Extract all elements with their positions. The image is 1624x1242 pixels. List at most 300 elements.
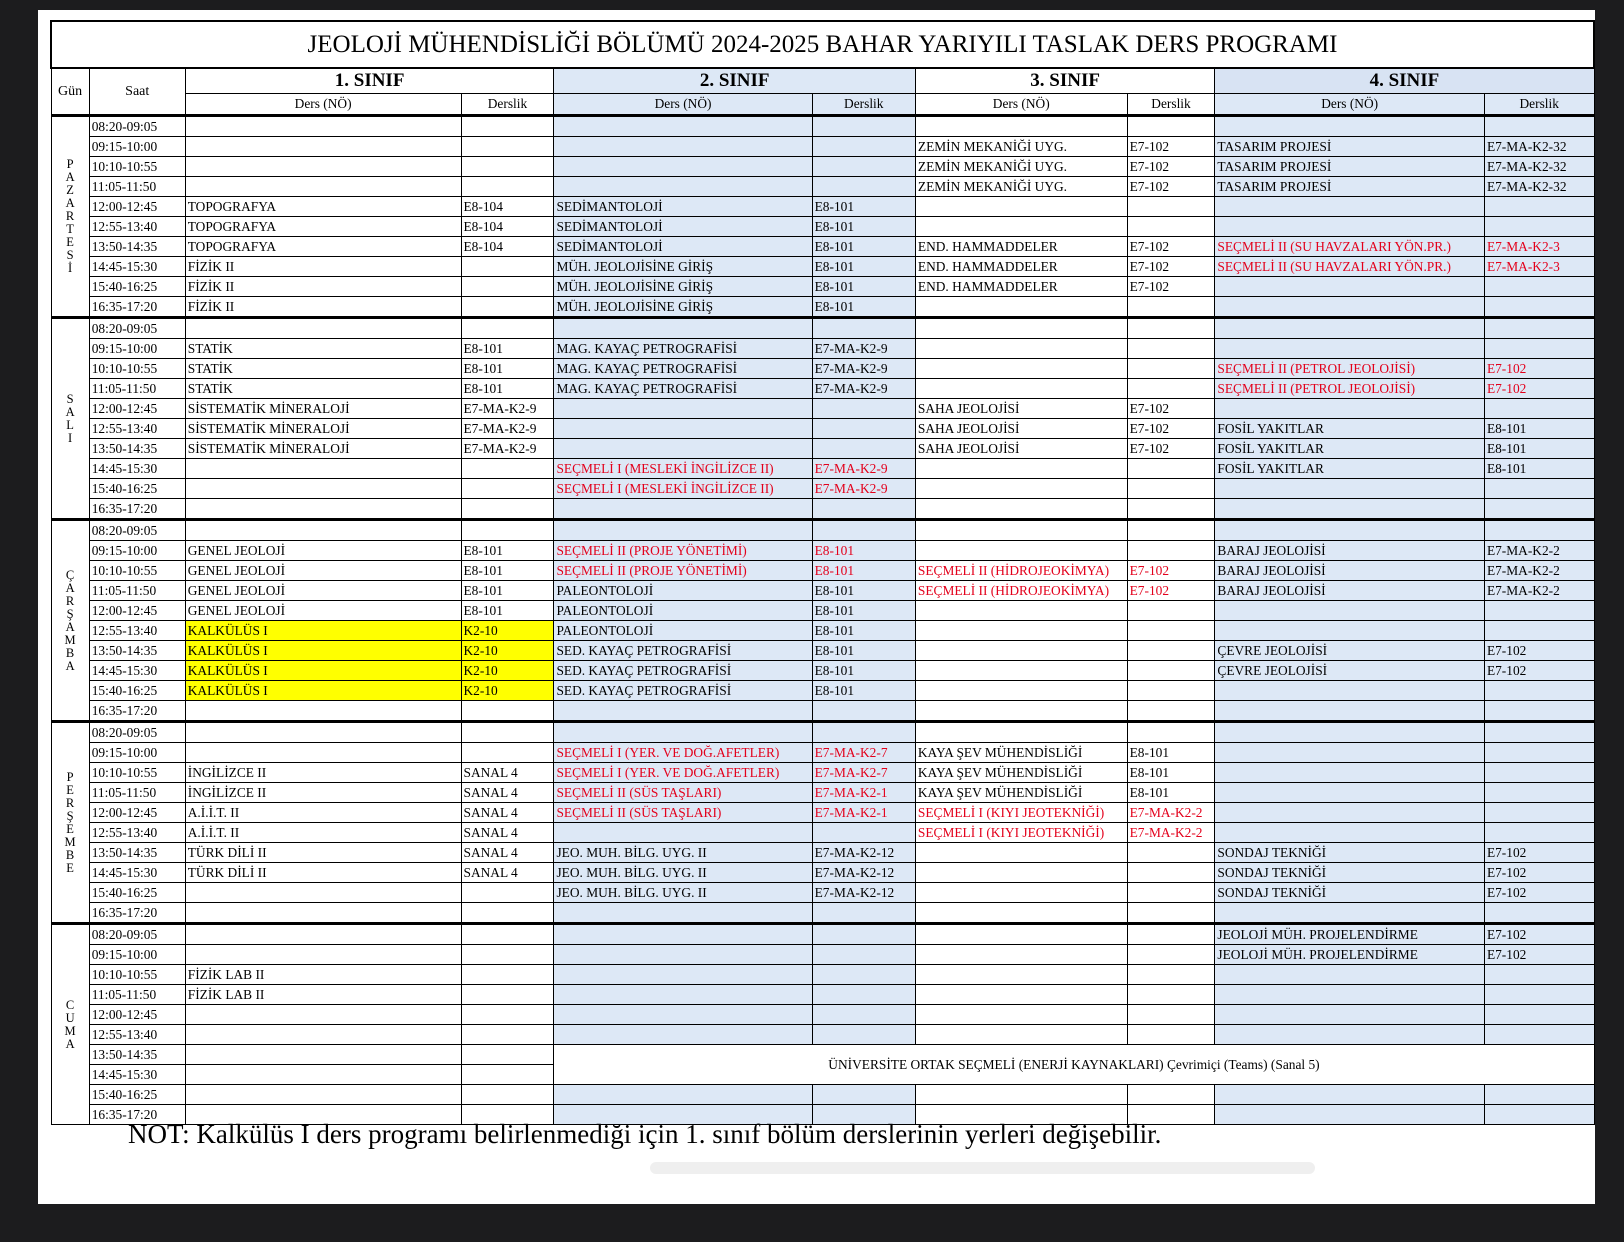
schedule-row [51,601,1594,621]
course-cell: MÜH. JEOLOJİSİNE GİRİŞ [554,257,812,277]
course-cell: TOPOGRAFYA [185,237,461,257]
course-cell [1215,701,1485,722]
room-cell [1484,277,1594,297]
room-cell [461,157,554,177]
course-cell: JEOLOJİ MÜH. PROJELENDİRME [1215,945,1485,965]
course-cell [1215,903,1485,924]
course-cell [915,701,1127,722]
course-cell: MAG. KAYAÇ PETROGRAFİSİ [554,339,812,359]
schedule-row [51,581,1594,601]
schedule-row [51,641,1594,661]
course-cell [915,843,1127,863]
course-cell: ÇEVRE JEOLOJİSİ [1215,661,1485,681]
course-cell [1215,681,1485,701]
room-cell: E7-MA-K2-9 [461,419,554,439]
room-cell: E8-101 [461,601,554,621]
course-cell [915,459,1127,479]
room-cell [1127,116,1215,137]
course-cell [554,924,812,945]
course-cell: SONDAJ TEKNİĞİ [1215,843,1485,863]
course-cell: SONDAJ TEKNİĞİ [1215,883,1485,903]
room-cell [461,1025,554,1045]
time-slot: 08:20-09:05 [89,520,185,541]
room-cell [1484,701,1594,722]
course-cell [915,965,1127,985]
room-cell: E8-101 [461,561,554,581]
room-cell: E8-101 [1127,743,1215,763]
time-slot: 09:15-10:00 [89,945,185,965]
course-cell [554,823,812,843]
course-cell [554,439,812,459]
room-cell: E8-101 [812,661,915,681]
room-cell [461,701,554,722]
time-slot: 15:40-16:25 [89,883,185,903]
horizontal-scrollbar[interactable] [650,1162,1315,1174]
course-cell: SEÇMELİ II (PETROL JEOLOJİSİ) [1215,359,1485,379]
schedule-row [51,985,1594,1005]
course-cell: FİZİK II [185,297,461,318]
room-cell: E8-101 [812,257,915,277]
course-cell: FİZİK II [185,277,461,297]
room-cell [461,985,554,1005]
room-cell [1127,499,1215,520]
time-slot: 08:20-09:05 [89,318,185,339]
schedule-row [51,479,1594,499]
course-cell [915,379,1127,399]
schedule-row [51,520,1594,541]
course-cell: END. HAMMADDELER [915,237,1127,257]
course-cell: GENEL JEOLOJİ [185,601,461,621]
room-cell [812,318,915,339]
room-cell: E7-MA-K2-3 [1484,257,1594,277]
room-cell [812,419,915,439]
schedule-row [51,621,1594,641]
room-cell [812,116,915,137]
course-cell [915,116,1127,137]
course-cell [554,399,812,419]
course-cell: SEÇMELİ II (PROJE YÖNETİMİ) [554,541,812,561]
schedule-body [51,116,1594,1125]
course-cell [1215,520,1485,541]
room-cell [1484,965,1594,985]
room-cell [461,257,554,277]
room-cell: E7-MA-K2-9 [461,439,554,459]
course-cell: SEÇMELİ I (KIYI JEOTEKNİĞİ) [915,803,1127,823]
schedule-row [51,297,1594,318]
course-cell: FİZİK LAB II [185,965,461,985]
course-cell [554,903,812,924]
course-cell: TASARIM PROJESİ [1215,137,1485,157]
room-cell [1127,924,1215,945]
room-cell: E7-102 [1484,661,1594,681]
course-cell: KAYA ŞEV MÜHENDİSLİĞİ [915,783,1127,803]
schedule-row [51,439,1594,459]
course-cell: FOSİL YAKITLAR [1215,419,1485,439]
room-cell: E7-MA-K2-2 [1484,541,1594,561]
course-cell: TASARIM PROJESİ [1215,157,1485,177]
room-cell: E7-102 [1127,237,1215,257]
course-cell [915,541,1127,561]
course-cell: SAHA JEOLOJİSİ [915,419,1127,439]
room-cell [812,945,915,965]
room-cell: E8-101 [812,641,915,661]
time-slot: 12:00-12:45 [89,601,185,621]
room-cell [1127,297,1215,318]
course-cell: TASARIM PROJESİ [1215,177,1485,197]
course-cell [915,520,1127,541]
room-cell: E7-MA-K2-12 [812,843,915,863]
course-cell [1215,621,1485,641]
room-cell: E7-102 [1127,419,1215,439]
course-cell: PALEONTOLOJİ [554,581,812,601]
room-cell: E8-101 [1127,783,1215,803]
time-slot: 16:35-17:20 [89,903,185,924]
schedule-row [51,661,1594,681]
room-cell [812,823,915,843]
day-label: P E R Ş E M B E [51,722,89,924]
course-cell: İNGİLİZCE II [185,783,461,803]
room-cell [1127,883,1215,903]
room-cell [1127,641,1215,661]
course-cell [554,965,812,985]
course-cell: JEOLOJİ MÜH. PROJELENDİRME [1215,924,1485,945]
room-cell: E8-101 [1484,459,1594,479]
course-cell [554,137,812,157]
time-slot: 10:10-10:55 [89,359,185,379]
day-label: S A L I [51,318,89,520]
course-cell: SİSTEMATİK MİNERALOJİ [185,419,461,439]
course-cell [915,883,1127,903]
room-cell [461,1085,554,1105]
course-cell: SEÇMELİ I (YER. VE DOĞ.AFETLER) [554,763,812,783]
schedule-row [51,257,1594,277]
room-cell [1127,541,1215,561]
room-cell [812,701,915,722]
room-cell [1127,379,1215,399]
room-cell [1484,783,1594,803]
room-cell [812,177,915,197]
course-cell [185,318,461,339]
room-cell: E8-101 [1484,419,1594,439]
course-cell: SEÇMELİ II (SU HAVZALARI YÖN.PR.) [1215,257,1485,277]
room-cell [1484,601,1594,621]
time-slot: 11:05-11:50 [89,379,185,399]
course-cell: BARAJ JEOLOJİSİ [1215,561,1485,581]
room-cell: E7-102 [1484,863,1594,883]
course-cell: KALKÜLÜS I [185,681,461,701]
course-cell [1215,116,1485,137]
schedule-row [51,722,1594,743]
room-cell: E7-102 [1127,439,1215,459]
schedule-row [51,903,1594,924]
room-cell [461,116,554,137]
room-cell [1127,1025,1215,1045]
room-cell [461,945,554,965]
room-cell: E7-MA-K2-3 [1484,237,1594,257]
course-cell: GENEL JEOLOJİ [185,561,461,581]
room-cell: E8-104 [461,237,554,257]
course-cell: SEÇMELİ I (YER. VE DOĞ.AFETLER) [554,743,812,763]
room-cell: E7-102 [1484,924,1594,945]
room-cell [1127,1005,1215,1025]
course-cell: KALKÜLÜS I [185,661,461,681]
room-cell [812,137,915,157]
schedule-row [51,843,1594,863]
course-cell [185,1065,461,1085]
time-slot: 14:45-15:30 [89,257,185,277]
room-cell: E7-MA-K2-7 [812,763,915,783]
room-cell [1127,217,1215,237]
course-cell: SEÇMELİ II (SU HAVZALARI YÖN.PR.) [1215,237,1485,257]
schedule-row [51,499,1594,520]
course-cell: PALEONTOLOJİ [554,601,812,621]
course-cell [554,499,812,520]
room-cell [812,157,915,177]
room-cell: SANAL 4 [461,843,554,863]
room-cell: E7-102 [1484,641,1594,661]
time-slot: 09:15-10:00 [89,137,185,157]
course-cell: SEDİMANTOLOJİ [554,217,812,237]
course-cell [915,601,1127,621]
room-cell [1127,197,1215,217]
header-class-4: 4. SINIF [1215,68,1594,94]
course-cell [185,945,461,965]
course-cell [915,661,1127,681]
course-cell [915,318,1127,339]
room-cell [461,743,554,763]
room-cell [461,459,554,479]
course-cell [185,924,461,945]
course-cell: TOPOGRAFYA [185,197,461,217]
course-cell [185,520,461,541]
room-cell: E7-102 [1484,883,1594,903]
room-cell [461,903,554,924]
room-cell: E7-102 [1127,177,1215,197]
footnote-text: NOT: Kalkülüs I ders programı belirlenmediği için 1. sınıf bölüm derslerinin yerleri değişebilir. [128,1119,1162,1149]
room-cell: E7-102 [1127,257,1215,277]
schedule-row [51,803,1594,823]
course-cell [185,177,461,197]
course-cell [185,1045,461,1065]
room-cell: E8-101 [812,601,915,621]
room-cell: E7-102 [1484,843,1594,863]
time-slot: 12:00-12:45 [89,1005,185,1025]
room-cell [461,965,554,985]
course-cell [1215,965,1485,985]
header-course-4: Ders (NÖ) [1215,94,1485,116]
room-cell: E7-MA-K2-2 [1127,823,1215,843]
time-slot: 10:10-10:55 [89,965,185,985]
time-slot: 15:40-16:25 [89,1085,185,1105]
time-slot: 13:50-14:35 [89,1045,185,1065]
time-slot: 09:15-10:00 [89,743,185,763]
course-cell: JEO. MUH. BİLG. UYG. II [554,843,812,863]
room-cell: E7-MA-K2-32 [1484,177,1594,197]
room-cell [1484,763,1594,783]
course-cell: JEO. MUH. BİLG. UYG. II [554,883,812,903]
course-cell: SEDİMANTOLOJİ [554,237,812,257]
course-cell: GENEL JEOLOJİ [185,541,461,561]
schedule-row [51,339,1594,359]
room-cell [1484,722,1594,743]
room-cell: SANAL 4 [461,763,554,783]
course-cell [554,945,812,965]
course-cell: ZEMİN MEKANİĞİ UYG. [915,177,1127,197]
room-cell [1484,1025,1594,1045]
course-cell [915,621,1127,641]
course-cell [185,499,461,520]
course-cell [1215,1085,1485,1105]
course-cell: ZEMİN MEKANİĞİ UYG. [915,137,1127,157]
footnote [88,1111,1583,1161]
course-cell [1215,722,1485,743]
room-cell [812,924,915,945]
room-cell: E7-MA-K2-32 [1484,137,1594,157]
room-cell [1127,459,1215,479]
time-slot: 13:50-14:35 [89,237,185,257]
course-cell [915,681,1127,701]
course-cell [915,985,1127,1005]
room-cell: K2-10 [461,641,554,661]
course-cell [185,883,461,903]
header-time: Saat [89,68,185,116]
room-cell [1127,1085,1215,1105]
course-cell: ZEMİN MEKANİĞİ UYG. [915,157,1127,177]
course-cell: PALEONTOLOJİ [554,621,812,641]
room-cell [1484,479,1594,499]
course-cell: SEÇMELİ I (KIYI JEOTEKNİĞİ) [915,823,1127,843]
course-cell [554,520,812,541]
time-slot: 10:10-10:55 [89,561,185,581]
course-cell: SEÇMELİ I (MESLEKİ İNGİLİZCE II) [554,459,812,479]
schedule-row [51,883,1594,903]
room-cell [461,277,554,297]
schedule-sheet [38,10,1595,1204]
course-cell [1215,339,1485,359]
course-cell [915,945,1127,965]
room-cell [812,439,915,459]
room-cell [1127,479,1215,499]
time-slot: 15:40-16:25 [89,277,185,297]
room-cell [1127,661,1215,681]
schedule-row [51,197,1594,217]
time-slot: 08:20-09:05 [89,116,185,137]
course-cell [915,1005,1127,1025]
time-slot: 14:45-15:30 [89,1065,185,1085]
room-cell: E8-104 [461,197,554,217]
course-cell: KALKÜLÜS I [185,621,461,641]
time-slot: 09:15-10:00 [89,541,185,561]
time-slot: 12:55-13:40 [89,1025,185,1045]
room-cell: E8-101 [812,197,915,217]
room-cell [1127,863,1215,883]
course-cell: JEO. MUH. BİLG. UYG. II [554,863,812,883]
schedule-row [51,277,1594,297]
room-cell: K2-10 [461,621,554,641]
course-cell [1215,763,1485,783]
course-cell [1215,277,1485,297]
schedule-row [51,217,1594,237]
room-cell [461,499,554,520]
course-cell [1215,823,1485,843]
schedule-row [51,763,1594,783]
room-cell: E8-101 [812,681,915,701]
room-cell [1484,903,1594,924]
room-cell [1127,520,1215,541]
room-cell [461,1065,554,1085]
time-slot: 16:35-17:20 [89,1105,185,1125]
schedule-row [51,379,1594,399]
room-cell: E8-101 [812,541,915,561]
course-cell: SİSTEMATİK MİNERALOJİ [185,399,461,419]
room-cell: E7-MA-K2-1 [812,803,915,823]
room-cell [1484,217,1594,237]
course-cell [915,339,1127,359]
room-cell: E8-101 [461,339,554,359]
time-slot: 13:50-14:35 [89,439,185,459]
room-cell [461,722,554,743]
header-course-3: Ders (NÖ) [915,94,1127,116]
course-cell: FİZİK LAB II [185,985,461,1005]
course-cell [1215,479,1485,499]
course-cell: SEÇMELİ II (PROJE YÖNETİMİ) [554,561,812,581]
course-cell: MÜH. JEOLOJİSİNE GİRİŞ [554,277,812,297]
course-cell [185,903,461,924]
header-room-1: Derslik [461,94,554,116]
day-label: C U M A [51,924,89,1125]
room-cell [1127,701,1215,722]
schedule-title: JEOLOJİ MÜHENDİSLİĞİ BÖLÜMÜ 2024-2025 BAHAR YARIYILI TASLAK DERS PROGRAMI [51,21,1594,68]
room-cell [1127,318,1215,339]
course-cell: SED. KAYAÇ PETROGRAFİSİ [554,661,812,681]
room-cell: E7-102 [1127,157,1215,177]
course-cell [1215,399,1485,419]
room-cell [1127,621,1215,641]
room-cell [461,297,554,318]
course-cell [1215,1005,1485,1025]
room-cell [1127,965,1215,985]
course-cell [554,1025,812,1045]
room-cell [1127,903,1215,924]
room-cell: E8-101 [1484,439,1594,459]
schedule-row [51,137,1594,157]
merged-online-elective: ÜNİVERSİTE ORTAK SEÇMELİ (ENERJİ KAYNAKLARI) Çevrimiçi (Teams) (Sanal 5) [554,1045,1594,1085]
room-cell: SANAL 4 [461,783,554,803]
room-cell [1484,520,1594,541]
room-cell [1127,722,1215,743]
room-cell: E7-102 [1127,581,1215,601]
schedule-row [51,701,1594,722]
time-slot: 11:05-11:50 [89,581,185,601]
course-cell [185,1025,461,1045]
time-slot: 14:45-15:30 [89,863,185,883]
header-course-1: Ders (NÖ) [185,94,461,116]
course-cell: SONDAJ TEKNİĞİ [1215,863,1485,883]
room-cell [812,499,915,520]
room-cell: E8-101 [461,379,554,399]
room-cell: E8-101 [1127,763,1215,783]
time-slot: 08:20-09:05 [89,722,185,743]
course-cell [185,722,461,743]
course-cell [915,924,1127,945]
room-cell: E7-MA-K2-9 [812,359,915,379]
schedule-row [51,1025,1594,1045]
schedule-row [51,783,1594,803]
room-cell [812,985,915,1005]
course-cell [1215,217,1485,237]
schedule-row [51,863,1594,883]
time-slot: 16:35-17:20 [89,499,185,520]
